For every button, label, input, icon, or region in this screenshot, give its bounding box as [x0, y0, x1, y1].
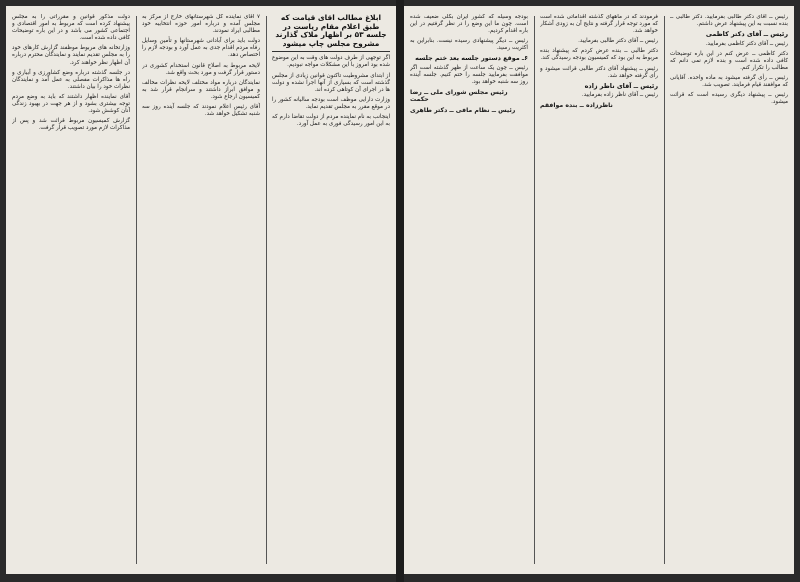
left-page — [6, 6, 396, 574]
column-divider — [266, 16, 267, 564]
right-col2 — [540, 14, 658, 566]
paragraph: رئیس ــ آقای ناظر زاده بفرمایید. — [581, 92, 658, 99]
paragraph: آقای نماینده اظهار داشتند که باید به وضع مردم توجه بیشتری بشود و از هر جهت در بهبود زندگی آنان کوشش شود. — [12, 93, 130, 115]
column-divider — [136, 16, 137, 564]
right-col1 — [410, 14, 528, 566]
right-col3 — [670, 14, 788, 566]
paragraph: رئیس ــ رأی گرفته میشود به ماده واحده. آقایانی که موافقند قیام فرمایند. تصویب شد. — [670, 75, 788, 89]
paragraph: ۷ آقای نماینده کل شهرستانهای خارج از مرکز به مجلس آمده و درباره امور حوزه انتخابیه خود مطالبی ایراد نمودند. — [142, 14, 260, 35]
paragraph: اگر توجهی از طرف دولت های وقت به این موضوع شده بود امروز با این مشکلات مواجه نبودیم. — [272, 55, 390, 69]
subheading: رئیس ــ آقای ناظر زاده — [584, 81, 658, 90]
section-heading: ابلاغ مطالب آقای قیامت که طبق اعلام مقام ریاست در جلسه ۵۳ بر اظهار ملاک گذارند مشروح مجلس چاپ میشود — [275, 14, 387, 48]
paragraph: در جلسه گذشته درباره وضع کشاورزی و آبیاری و راه ها مذاکرات مفصلی به عمل آمد و نمایندگان نظرات خود را بیان داشتند. — [12, 69, 130, 90]
paragraph: اینجانب به نام نماینده مردم از دولت تقاضا دارم که به این امور رسیدگی فوری به عمل آورد. — [272, 114, 390, 128]
signature-line: ناظرزاده ــ بنده موافقم — [540, 102, 613, 110]
signature-line: رئیس مجلس شورای ملی ــ رضا حکمت — [410, 89, 508, 104]
paragraph: رئیس ــ آقای دکتر طالبی بفرمایید. — [578, 38, 658, 45]
paragraph: رئیس ــ آقای دکتر کاظمی بفرمایید. — [705, 40, 788, 47]
paragraph: رئیس ــ چون یک ساعت از ظهر گذشته است اگر موافقت بفرمایید جلسه را ختم کنیم. جلسه آینده روز سه شنبه خواهد بود. — [410, 65, 528, 86]
paragraph: آقای رئیس اعلام نمودند که جلسه آینده روز سه شنبه تشکیل خواهد شد. — [142, 104, 260, 118]
column-divider — [664, 16, 665, 564]
paragraph: لایحه مربوط به اصلاح قانون استخدام کشوری در دستور قرار گرفت و مورد بحث واقع شد. — [142, 62, 260, 76]
paragraph: فرمودند که در ماههای گذشته اقداماتی شده است که مورد توجه قرار گرفته و نتایج آن به زودی آشکار خواهد شد. — [540, 14, 658, 35]
paragraph: رئیس ــ پیشنهاد دیگری رسیده است که قرائت میشود. — [670, 92, 788, 106]
paragraph: بودجه وسیله که کشور ایران بکلی ضعیف شده است. چون ما این وضع را در نظر گرفتیم در این باره اقدام کردیم. — [410, 14, 528, 35]
paragraph: وزارتخانه های مربوط موظفند گزارش کارهای خود را به مجلس تقدیم نمایند و نمایندگان محترم درباره آن اظهار نظر خواهند کرد. — [12, 45, 130, 66]
subheading: رئیس ــ آقای دکتر کاظمی — [705, 30, 788, 39]
paragraph: از ابتدای مشروطیت تاکنون قوانین زیادی از مجلس گذشته است که بسیاری از آنها اجرا نشده و دولت ها در اجرای آن کوتاهی کرده اند. — [272, 72, 390, 93]
paragraph: رئیس ــ آقای دکتر طالبی بفرمایید. دکتر طالبی ــ بنده نسبت به این پیشنهاد عرض داشتم. — [670, 14, 788, 28]
paragraph: دکتر کاظمی ــ عرض کنم در این باره توضیحات کافی داده شده است و بنده لازم نمی دانم که مطالب را تکرار کنم. — [670, 50, 788, 72]
paragraph: دولت مذکور قوانین و مقرراتی را به مجلس پیشنهاد کرده است که مربوط به امور اقتصادی و اجتماعی کشور می باشد و در این باره توضیحات کافی داده شده است. — [12, 14, 130, 42]
left-col3 — [272, 14, 390, 566]
right-page — [404, 6, 794, 574]
paragraph: رئیس ــ پیشنهاد آقای دکتر طالبی قرائت میشود و رأی گرفته خواهد شد. — [540, 65, 658, 79]
paragraph: رئیس ــ دیگر پیشنهادی رسیده نیست. بنابراین به اکثریت رسید. — [410, 38, 528, 52]
paragraph: دولت باید برای آبادانی شهرستانها و تأمین وسایل رفاه مردم اقدام جدی به عمل آورد و بودجه لازم را اختصاص دهد. — [142, 38, 260, 59]
column-divider — [534, 16, 535, 564]
page-gutter — [396, 0, 404, 582]
paragraph: گزارش کمیسیون مربوط قرائت شد و پس از مذاکرات لازم مورد تصویب قرار گرفت. — [12, 118, 130, 132]
paragraph: نمایندگان درباره مواد مختلف لایحه نظرات مخالف و موافق ابراز داشتند و سرانجام قرار شد به کمیسیون ارجاع شود. — [142, 79, 260, 100]
paragraph: وزارت دارایی موظف است بودجه سالیانه کشور را در موقع مقرر به مجلس تقدیم نماید. — [272, 96, 390, 110]
left-col2 — [142, 14, 260, 566]
signature-line: رئیس ــ نظام مافی ــ دکتر طاهری — [410, 106, 516, 114]
left-col1 — [12, 14, 130, 566]
subheading: ۶ـ موقع دستور جلسه بعد ختم جلسه — [415, 54, 528, 63]
paragraph: دکتر طالبی ــ بنده عرض کردم که پیشنهاد بنده مربوط به این بود که کمیسیون بودجه رسیدگی کند. — [540, 48, 658, 62]
heading-rule — [272, 51, 390, 52]
